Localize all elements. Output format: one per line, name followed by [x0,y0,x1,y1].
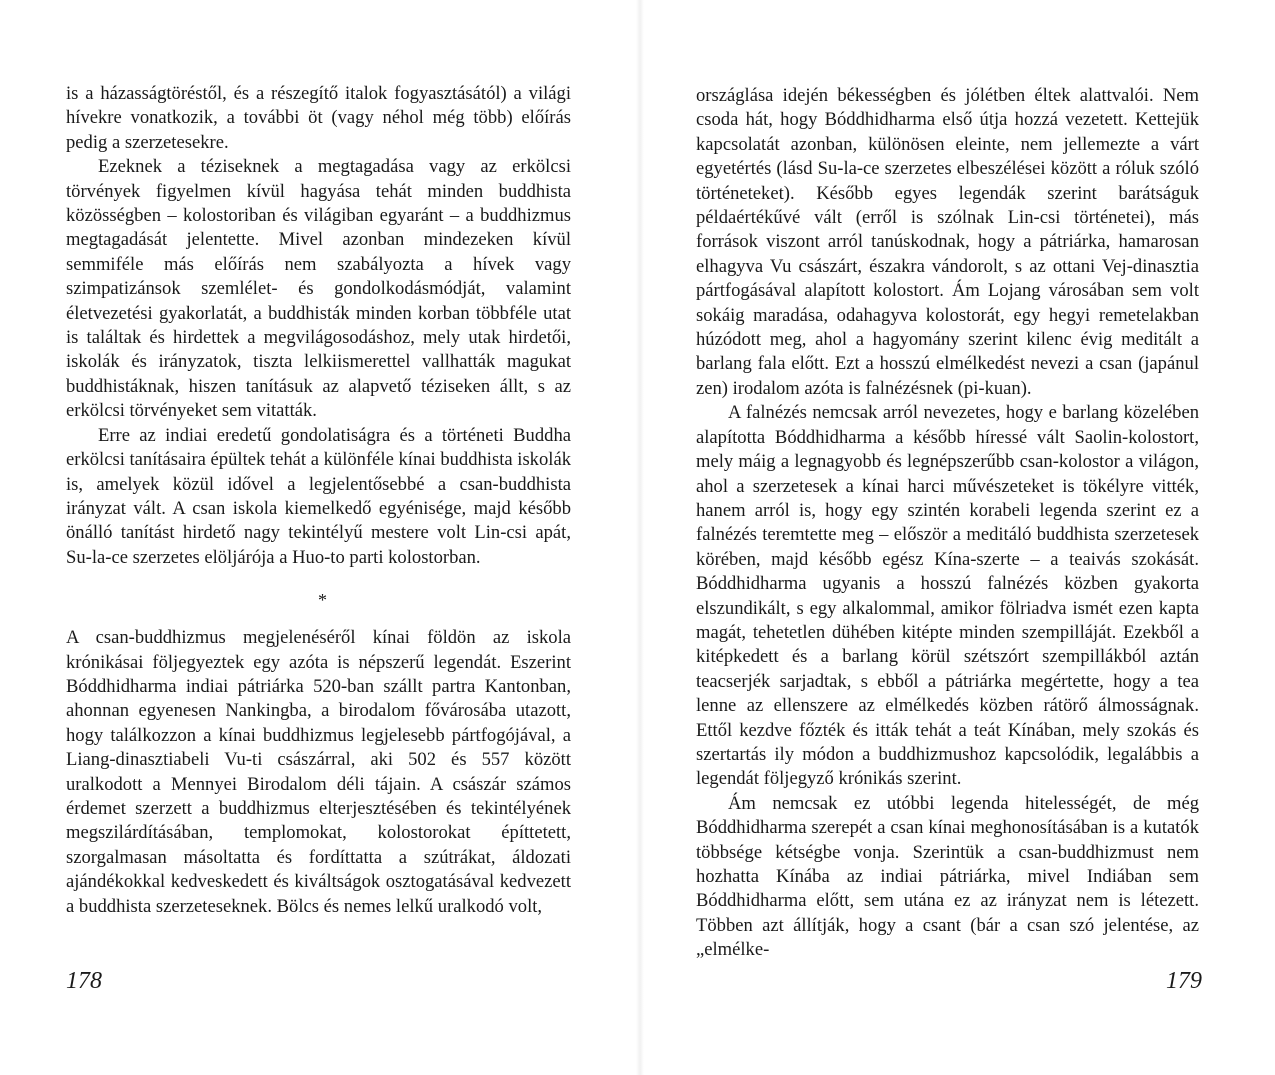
right-page-text [696,84,1199,963]
paragraph: Ezeknek a téziseknek a megtagadása vagy az erkölcsi törvények figyelmen kívül hagyása tehát minden buddhista közösségben – kolostoriban és világiban egyaránt – a buddhizmus megtagadását jelentette. Mivel azonban mindezeken kívül semmiféle más előírás nem szabályozta a hívek vagy szimpatizánsok szemlélet- és gondolkodásmódját, valamint életvezetési gyakorlatát, a buddhisták minden korban többféle utat is találtak és hirdettek a megvilágosodáshoz, mely utak hirdetői, iskolák és irányzatok, tiszta lelkiismerettel vallhatták magukat buddhistáknak, hiszen tanításuk az alapvető téziseken állt, s az erkölcsi törvényeket sem vitatták. [66,156,571,422]
paragraph: A csan-buddhizmus megjelenéséről kínai földön az iskola krónikásai följegyeztek egy azóta is népszerű legendát. Eszerint Bóddhidharma indiai pátriárka 520-ban szállt partra Kantonban, ahonnan egyenesen Nankingba, a birodalom fővárosába utazott, hogy találkozzon a kínai buddhizmus legjelesebb pártfogójával, a Liang-dinasztiabeli Vu-ti császárral, aki 502 és 557 között uralkodott a Mennyei Birodalom déli tájain. A császár számos érdemet szerzett a buddhizmus elterjesztésében és tekintélyének megszilárdításában, templomokat, kolostorokat építtetett, szorgalmasan másoltatta és fordíttatta a szútrákat, áldozati ajándékokkal kedveskedett és kiváltságok osztogatásával kedvezett a buddhista szerzeteseknek. Bölcs és nemes lelkű uralkodó volt, [66,627,571,917]
section-separator: * [318,590,327,611]
paragraph: A falnézés nemcsak arról nevezetes, hogy e barlang közelében alapította Bóddhidharma a később híressé vált Saolin-kolostort, mely máig a legnagyobb és legnépszerűbb csan-kolostor a világon, ahol a szerzetesek a kínai harci művészeteket is tökélyre vitték, hanem arról is, hogy egy szintén korabeli legenda szerint ez a falnézés teremtette meg – először a meditáló buddhista szerzetesek körében, majd később egész Kína-szerte – a teaivás szokását. Bóddhidharma ugyanis a hosszú falnézés közben gyakorta elszundikált, s egy alkalommal, amikor fölriadva ismét ezen kapta magát, tehetetlen dühében kitépte minden szempilláját. Ezekből a kitépkedett és a barlang körül szétszórt szempillákból aztán teacserjék sarjadtak, s ebből a pátriárka megértette, hogy a tea lenne az ellenszere az elmélkedés közben rátörő álmosságnak. Ettől kezdve főzték és itták tehát a teát Kínában, mely szokás és szertartás ily módon a buddhizmushoz kapcsolódik, legalábbis a legendát följegyző krónikás szerint. [696,402,1199,790]
paragraph: országlása idején békességben és jólétben éltek alattvalói. Nem csoda hát, hogy Bóddhidharma első útja hozzá vezetett. Kettejük kapcsolatát azonban, különösen eleinte, nem jellemezte a várt egyetértés (lásd Su-la-ce szerzetes elbeszélései között a róluk szóló történeteket). Később egyes legendák szerint barátságuk példaértékűvé vált (erről is szólnak Lin-csi történetei), más források viszont arról tanúskodnak, hogy a pátriárka, hamarosan elhagyva Vu császárt, északra vándorolt, s az ottani Vej-dinasztia pártfogásával alapított kolostort. Ám Lojang városában sem volt sokáig maradása, odahagyva kolostorát, egy hegyi remetelakban húzódott meg, ahol a hagyomány szerint kilenc évig meditált a barlang fala előtt. Ezt a hosszú elmélkedést nevezi a csan (japánul zen) irodalom azóta is falnézésnek (pi-kuan). [696,85,1199,399]
page-number-right: 179 [1166,968,1202,994]
left-page-text [66,82,571,919]
paragraph: is a házasságtöréstől, és a részegítő italok fogyasztásától) a világi hívekre vonatkozik, a további öt (vagy néhol még több) előírás pedig a szerzetesekre. [66,83,571,153]
right-page [640,0,1275,1075]
paragraph: Ám nemcsak ez utóbbi legenda hitelességét, de még Bóddhidharma szerepét a csan kínai meghonosításában is a kutatók többsége kétségbe vonja. Szerintük a csan-buddhizmust nem hozhatta Kínába az indiai pátriárka, mivel Indiában sem Bóddhidharma előtt, sem utána ez az irányzat nem is létezett. Többen azt állítják, hogy a csant (bár a csan szó jelentése, az „elmélke- [696,792,1199,961]
paragraph: Erre az indiai eredetű gondolatiságra és a történeti Buddha erkölcsi tanításaira épültek tehát a különféle kínai buddhista iskolák is, amelyek közül idővel a legjelentősebbé a csan-buddhista irányzat vált. A csan iskola kiemelkedő egyénisége, majd később önálló tanítást hirdető nagy tekintélyű mestere volt Lin-csi apát, Su-la-ce szerzetes elöljárója a Huo-to parti kolostorban. [66,424,571,568]
page-number-left: 178 [66,968,102,994]
